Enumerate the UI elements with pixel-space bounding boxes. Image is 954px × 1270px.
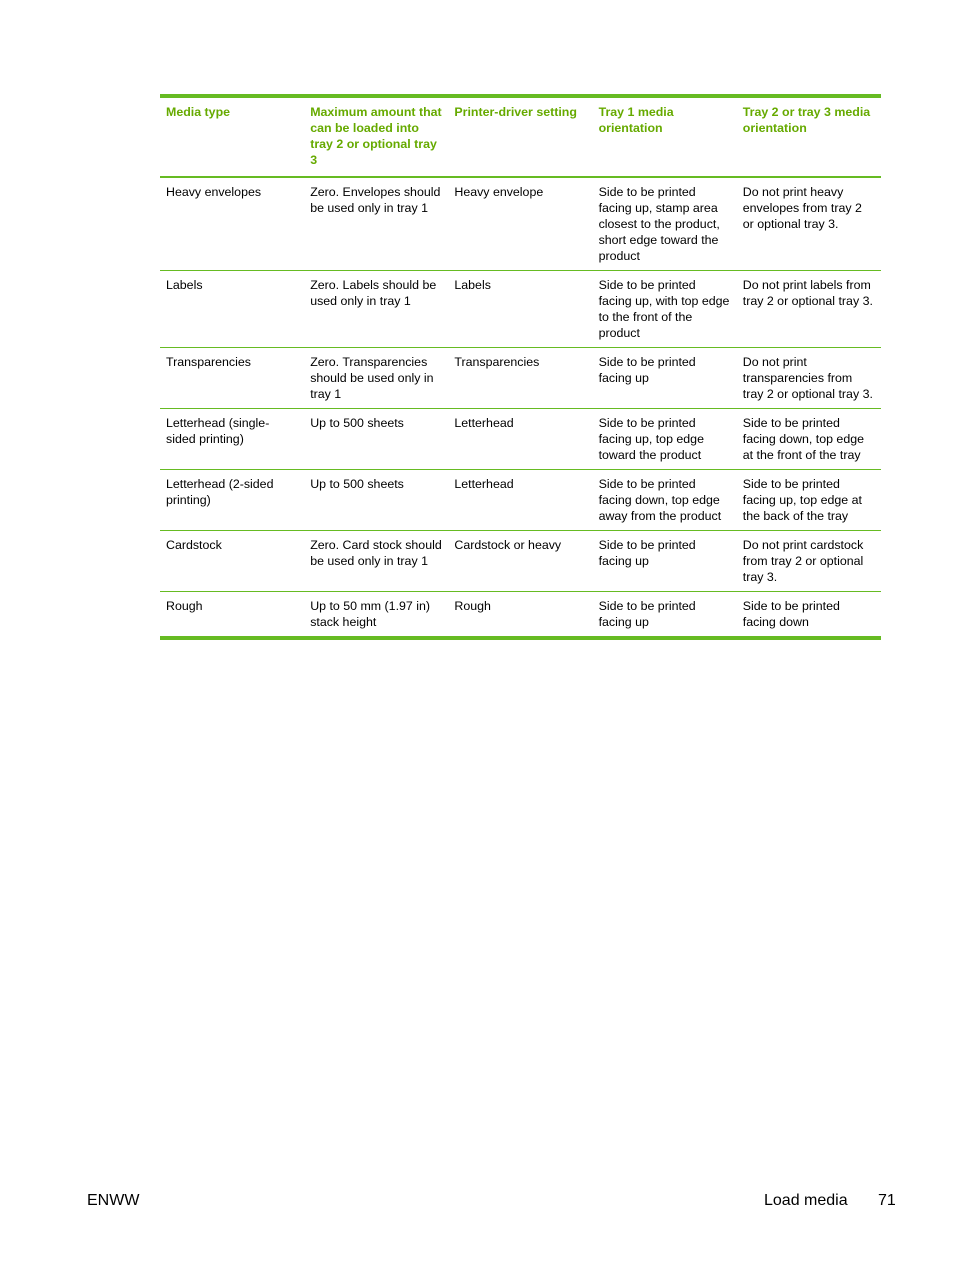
- cell-tray23-orientation: Do not print cardstock from tray 2 or optional tray 3.: [742, 538, 864, 584]
- cell-media-type: Cardstock: [166, 538, 222, 552]
- cell-tray1-orientation: Side to be printed facing up, with top edge to the front of the product: [598, 278, 730, 340]
- cell-driver-setting: Transparencies: [454, 355, 540, 369]
- table-row: [160, 470, 881, 531]
- footer-section-title: Load media: [764, 1192, 848, 1209]
- cell-driver-setting: Heavy envelope: [454, 185, 544, 199]
- cell-tray1-orientation: Side to be printed facing up, top edge toward the product: [598, 416, 704, 462]
- table-row: [160, 409, 881, 470]
- cell-max-amount: Zero. Envelopes should be used only in tray 1: [310, 185, 441, 215]
- table-row: [160, 592, 881, 636]
- cell-max-amount: Up to 50 mm (1.97 in) stack height: [310, 599, 431, 629]
- cell-tray1-orientation: Side to be printed facing up: [598, 599, 696, 629]
- table-row: [160, 348, 881, 409]
- footer-doc-code: ENWW: [87, 1192, 140, 1209]
- header-driver-setting: Printer-driver setting: [454, 105, 577, 119]
- cell-tray1-orientation: Side to be printed facing up: [598, 355, 696, 385]
- table-row: [160, 531, 881, 592]
- cell-tray23-orientation: Side to be printed facing up, top edge at the back of the tray: [742, 477, 862, 523]
- cell-driver-setting: Rough: [454, 599, 491, 613]
- cell-max-amount: Zero. Transparencies should be used only in tray 1: [310, 355, 434, 401]
- media-table: [160, 94, 881, 640]
- cell-media-type: Letterhead (single-sided printing): [166, 416, 270, 446]
- cell-tray23-orientation: Side to be printed facing down, top edge at the front of the tray: [742, 416, 864, 462]
- cell-driver-setting: Cardstock or heavy: [454, 538, 562, 552]
- cell-media-type: Transparencies: [166, 355, 251, 369]
- cell-tray23-orientation: Side to be printed facing down: [742, 599, 840, 629]
- header-max-amount: Maximum amount that can be loaded into tray 2 or optional tray 3: [310, 105, 442, 167]
- cell-tray1-orientation: Side to be printed facing down, top edge away from the product: [598, 477, 722, 523]
- cell-tray23-orientation: Do not print transparencies from tray 2 or optional tray 3.: [742, 355, 873, 401]
- cell-driver-setting: Labels: [454, 278, 491, 292]
- cell-media-type: Letterhead (2-sided printing): [166, 477, 274, 507]
- cell-tray23-orientation: Do not print labels from tray 2 or optional tray 3.: [742, 278, 873, 308]
- header-media-type: Media type: [166, 105, 231, 119]
- cell-tray1-orientation: Side to be printed facing up: [598, 538, 696, 568]
- cell-max-amount: Zero. Card stock should be used only in tray 1: [310, 538, 442, 568]
- header-tray1-orientation: Tray 1 media orientation: [598, 105, 674, 135]
- footer-page-number: 71: [878, 1192, 896, 1209]
- cell-tray23-orientation: Do not print heavy envelopes from tray 2 or optional tray 3.: [742, 185, 862, 231]
- header-tray23-orientation: Tray 2 or tray 3 media orientation: [742, 105, 871, 135]
- table-row: [160, 271, 881, 348]
- cell-max-amount: Up to 500 sheets: [310, 477, 404, 491]
- table-bottom-rule: [160, 636, 881, 640]
- cell-driver-setting: Letterhead: [454, 416, 514, 430]
- cell-media-type: Rough: [166, 599, 203, 613]
- cell-media-type: Heavy envelopes: [166, 185, 262, 199]
- cell-media-type: Labels: [166, 278, 203, 292]
- cell-max-amount: Up to 500 sheets: [310, 416, 404, 430]
- cell-driver-setting: Letterhead: [454, 477, 514, 491]
- table-row: [160, 178, 881, 271]
- cell-tray1-orientation: Side to be printed facing up, stamp area closest to the product, short edge toward the product: [598, 185, 720, 263]
- cell-max-amount: Zero. Labels should be used only in tray 1: [310, 278, 437, 308]
- table-header-row: [160, 98, 881, 178]
